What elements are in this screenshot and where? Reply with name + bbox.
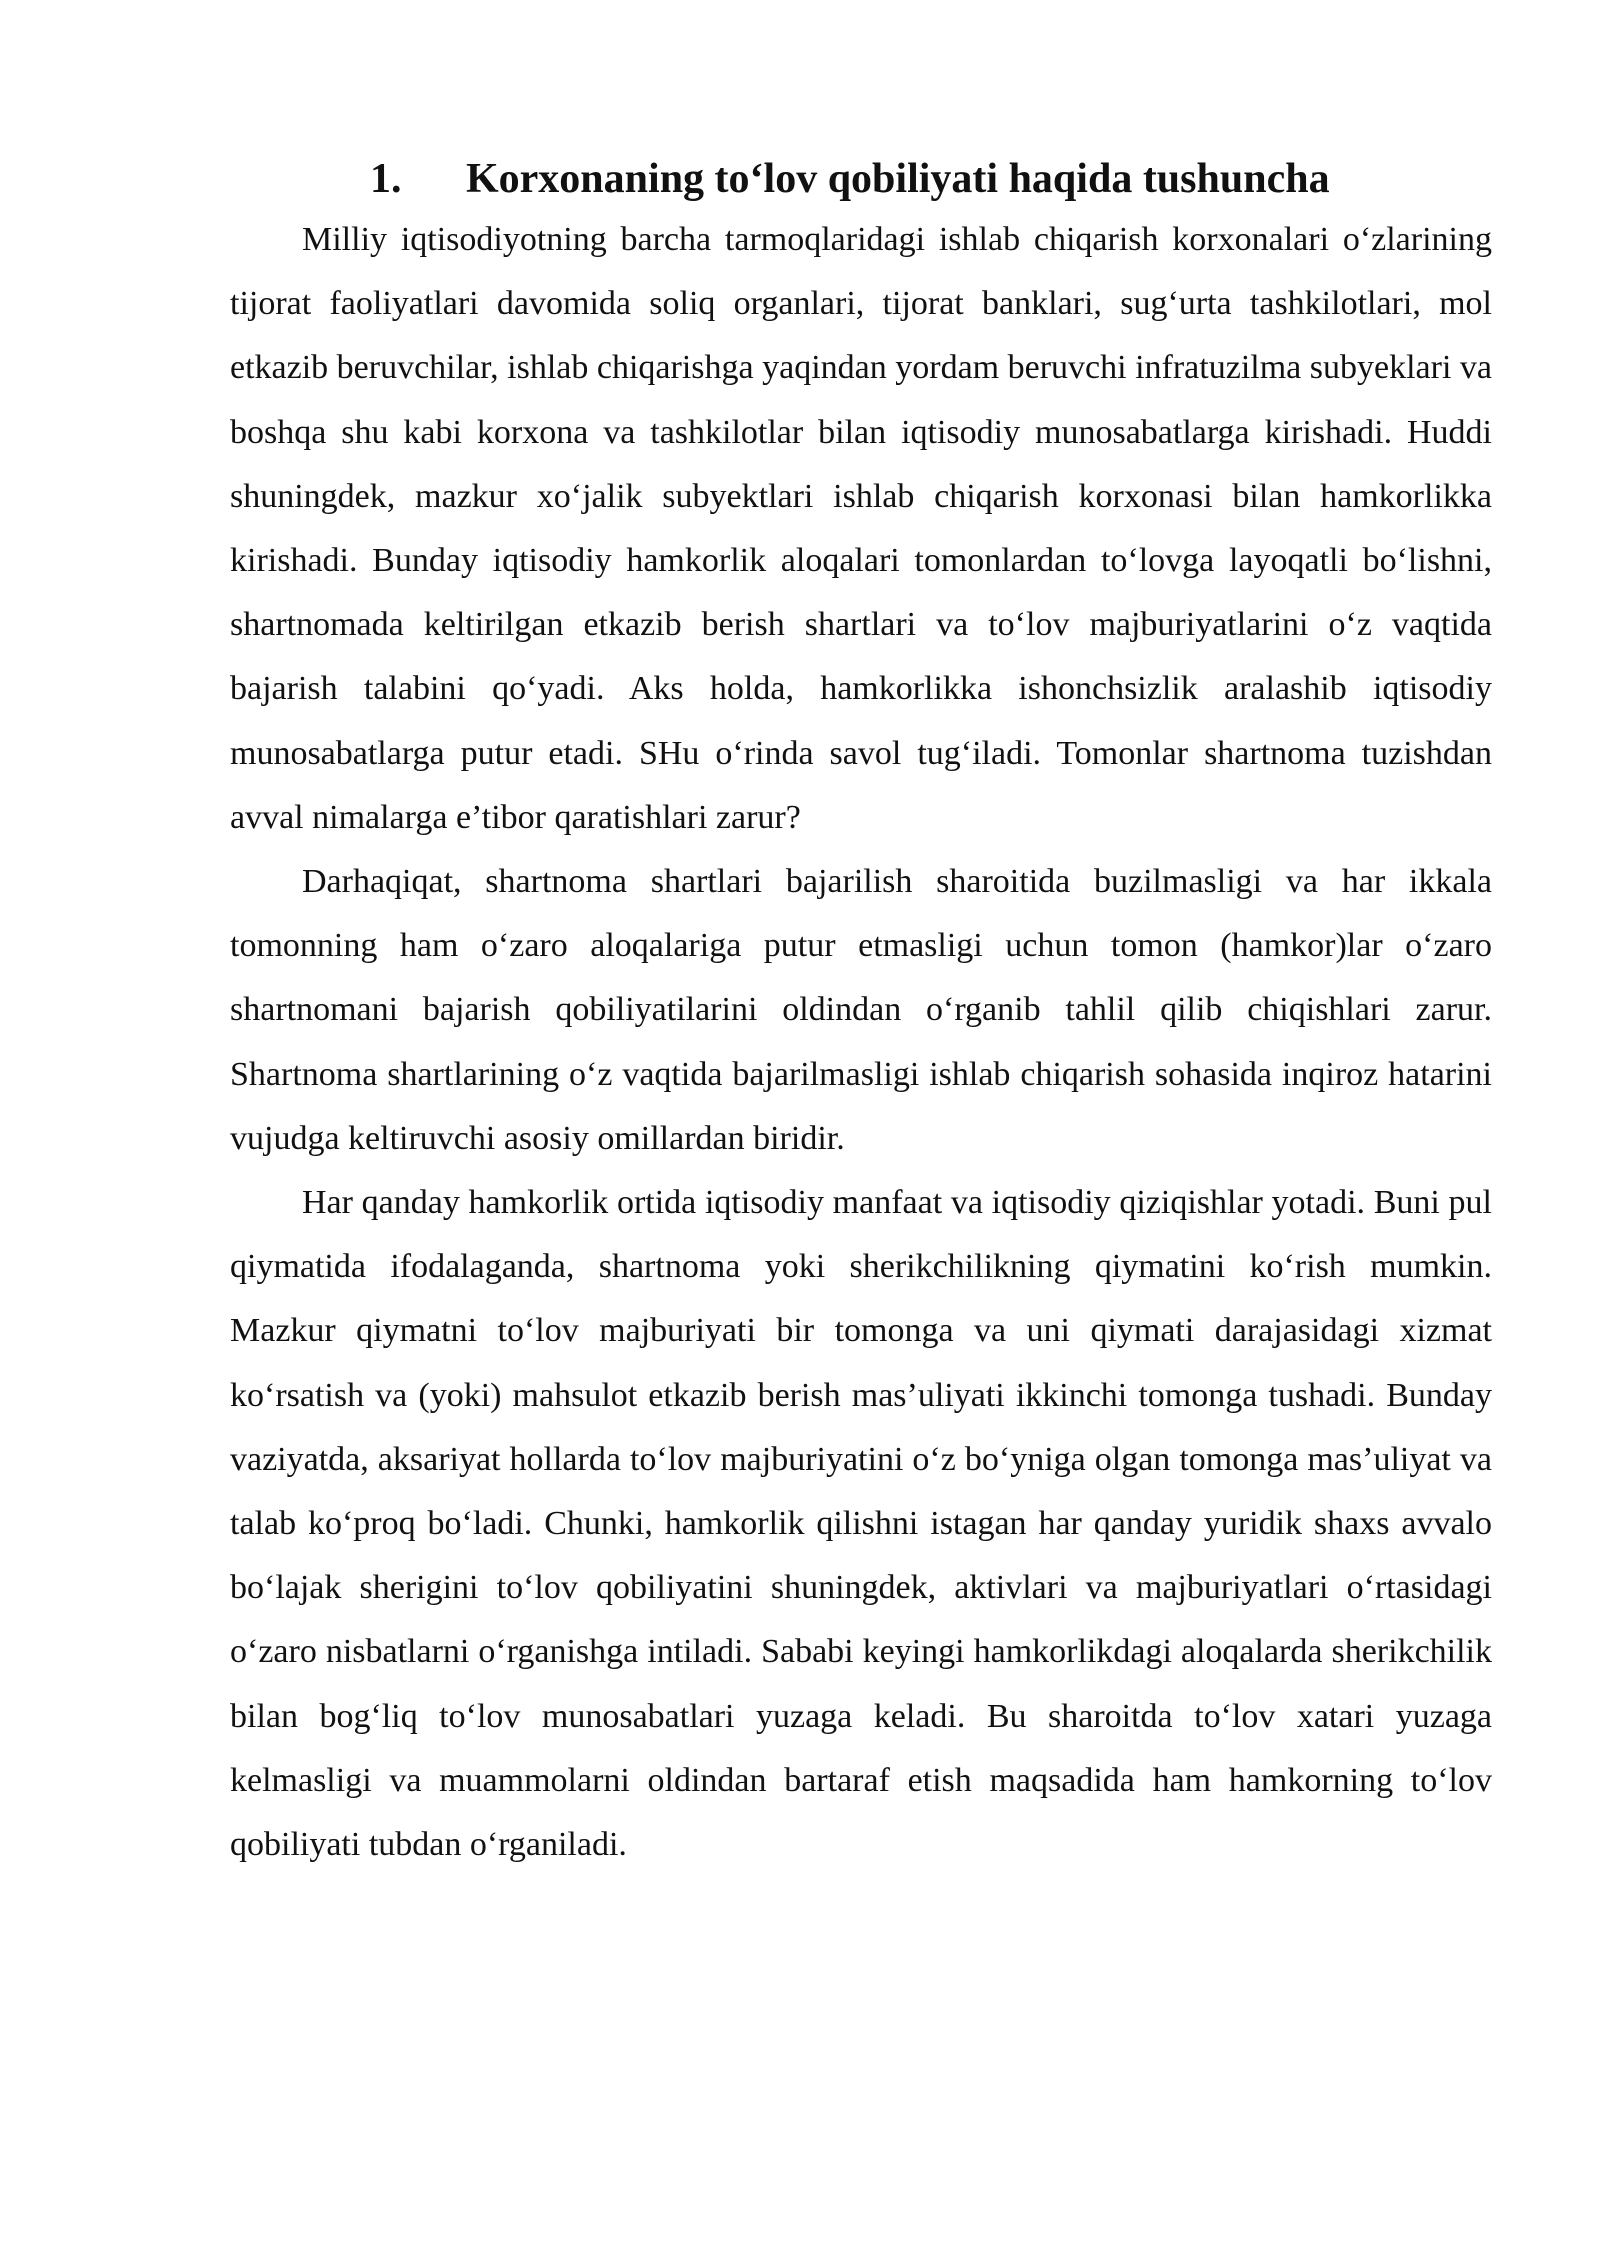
paragraph-2: Darhaqiqat, shartnoma shartlari bajarilish sharoitida buzilmasligi va har ikkala tomonning ham o‘zaro aloqalariga putur etmasligi uchun tomon (hamkor)lar o‘zaro shartnomani bajarish qobiliyatilarini oldindan o‘rganib tahlil qilib chiqishlari zarur. Shartnoma shartlarining o‘z vaqtida bajarilmasligi ishlab chiqarish sohasida inqiroz hatarini vujudga keltiruvchi asosiy omillardan biridir. <box>230 863 1492 1157</box>
paragraph-1: Milliy iqtisodiyotning barcha tarmoqlaridagi ishlab chiqarish korxonalari o‘zlarining tijorat faoliyatlari davomida soliq organlari, tijorat banklari, sug‘urta tashkilotlari, mol etkazib beruvchilar, ishlab chiqarishga yaqindan yordam beruvchi infratuzilma subyeklari va boshqa shu kabi korxona va tashkilotlar bilan iqtisodiy munosabatlarga kirishadi. Huddi shuningdek, mazkur xo‘jalik subyektlari ishlab chiqarish korxonasi bilan hamkorlikka kirishadi. Bunday iqtisodiy hamkorlik aloqalari tomonlardan to‘lovga layoqatli bo‘lishni, shartnomada keltirilgan etkazib berish shartlari va to‘lov majburiyatlarini o‘z vaqtida bajarish talabini qo‘yadi. Aks holda, hamkorlikka ishonchsizlik aralashib iqtisodiy munosabatlarga putur etadi. SHu o‘rinda savol tug‘iladi. Tomonlar shartnoma tuzishdan avval nimalarga e’tibor qaratishlari zarur? <box>230 221 1492 836</box>
paragraph-3: Har qanday hamkorlik ortida iqtisodiy manfaat va iqtisodiy qiziqishlar yotadi. Buni pul qiymatida ifodalaganda, shartnoma yoki sherikchilikning qiymatini ko‘rish mumkin. Mazkur qiymatni to‘lov majburiyati bir tomonga va uni qiymati darajasidagi xizmat ko‘rsatish va (yoki) mahsulot etkazib berish mas’uliyati ikkinchi tomonga tushadi. Bunday vaziyatda, aksariyat hollarda to‘lov majburiyatini o‘z bo‘yniga olgan tomonga mas’uliyat va talab ko‘proq bo‘ladi. Chunki, hamkorlik qilishni istagan har qanday yuridik shaxs avvalo bo‘lajak sherigini to‘lov qobiliyatini shuningdek, aktivlari va majburiyatlari o‘rtasidagi o‘zaro nisbatlarni o‘rganishga intiladi. Sababi keyingi hamkorlikdagi aloqalarda sherikchilik bilan bog‘liq to‘lov munosabatlari yuzaga keladi. Bu sharoitda to‘lov xatari yuzaga kelmasligi va muammolarni oldindan bartaraf etish maqsadida ham hamkorning to‘lov qobiliyati tubdan o‘rganiladi. <box>230 1184 1492 1864</box>
section-title: Korxonaning to‘lov qobiliyati haqida tushuncha <box>466 156 1330 202</box>
section-heading <box>370 150 1492 208</box>
document-body <box>230 150 1492 1877</box>
section-number: 1. <box>370 156 402 202</box>
